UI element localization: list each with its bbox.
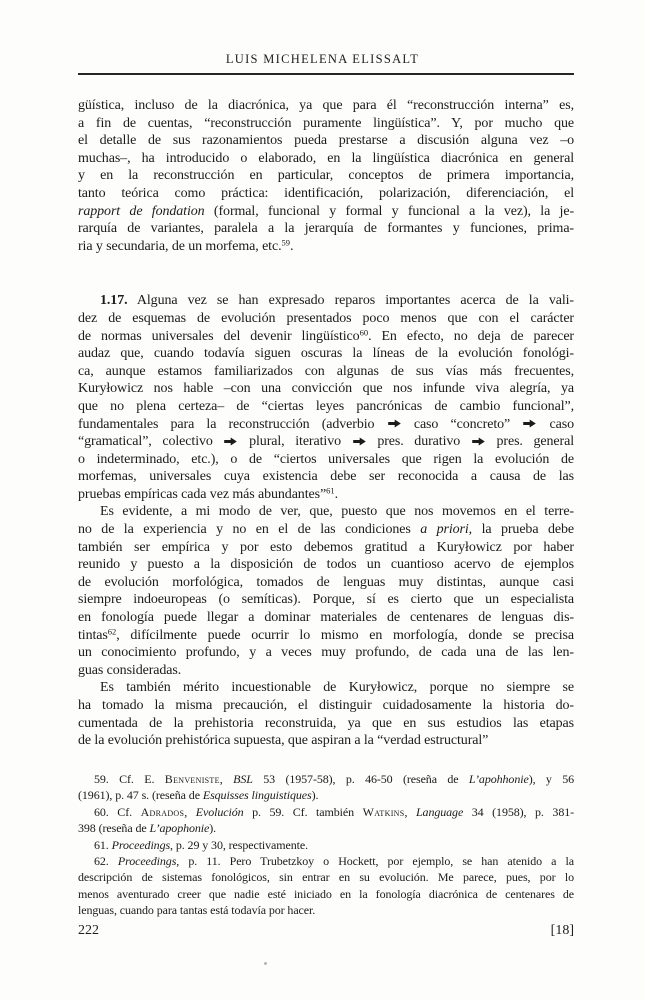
text-line <box>78 787 574 803</box>
text-line <box>78 837 574 853</box>
text-segment: 398 (reseña de <box>78 821 150 836</box>
text-line <box>78 185 574 203</box>
text-segment-i: Esquisses linguistiques <box>202 788 312 803</box>
text-segment: el detalle de sus razonamientos pueda prestarse a discusión alguna vez –o <box>78 133 574 149</box>
text-segment-i: Proceedings <box>117 853 177 868</box>
text-segment-sup: 62 <box>107 626 117 637</box>
text-segment-i: a priori <box>420 522 469 538</box>
text-line <box>78 363 574 381</box>
text-segment: , difícilmente puede ocurrir lo mismo en morfología, donde se precisa <box>116 627 574 643</box>
footnotes <box>78 771 574 919</box>
text-line <box>78 503 574 521</box>
body-paragraph <box>78 292 574 503</box>
text-segment: plural, iterativo <box>238 434 352 450</box>
text-segment: 53 (1957-58), p. 46-50 (reseña de <box>252 772 469 786</box>
text-segment-i: Evolución <box>195 804 244 819</box>
text-line <box>78 771 574 787</box>
text-line <box>78 902 574 918</box>
text-segment: y en la reconstrucción en particular, conceptos de primera importancia, <box>78 168 574 184</box>
text-line <box>78 574 574 592</box>
text-segment-sup: 61 <box>326 485 335 496</box>
text-segment: audaz que, cuando todavía siguen oscuras la líneas de la evolución fonológi- <box>78 346 574 362</box>
text-line <box>78 451 574 469</box>
text-segment: . <box>334 486 338 502</box>
text-segment: ca, aunque estamos familiarizados con algunas de sus vías más frecuentes, <box>78 363 574 379</box>
text-line <box>78 627 574 645</box>
text-segment: a fin de cuentas, “reconstrucción puramente lingüística”. Y, por mucho que <box>78 115 574 131</box>
body-paragraph <box>78 97 574 255</box>
text-line <box>78 591 574 609</box>
text-line <box>78 556 574 574</box>
text-line <box>78 539 574 557</box>
text-segment: ha tomado la misma precaución, el distinguir cuidadosamente la historia do- <box>78 698 574 713</box>
text-segment: lenguas, cuando para tantas está todavía por hacer. <box>78 903 316 918</box>
text-segment: Alguna vez se han expresado reparos importantes acerca de la vali- <box>127 293 574 309</box>
text-segment: dez de esquemas de evolución presentados poco menos que con el carácter <box>78 310 574 326</box>
text-segment: de la evolución prehistórica supuesta, que aspiran a la “verdad estructural” <box>78 733 489 749</box>
text-segment: menos aventurado creer que nadie esté iniciado en la fonología diacrónica de centenares de <box>78 886 574 901</box>
text-segment: un conocimiento profundo, y a veces muy profundo, de cada una de las len- <box>78 645 574 661</box>
text-line <box>78 486 574 504</box>
text-segment-i: BSL <box>233 772 253 786</box>
text-segment: cumentada de la prehistoria reconstruida, ya que en sus estudios las etapas <box>78 715 574 731</box>
text-line <box>78 869 574 885</box>
text-segment: tanto teórica como práctica: identificación, polarización, diferenciación, el <box>78 185 574 201</box>
text-segment: p. 59. Cf. también <box>243 804 363 819</box>
text-line <box>78 345 574 363</box>
text-segment: siempre indoeuropeas (o semíticas). Porque, sí es cierto que un especialista <box>78 592 574 608</box>
footnote <box>78 771 574 804</box>
text-segment: guas consideradas. <box>78 662 182 678</box>
text-line <box>78 697 574 715</box>
footnote <box>78 804 574 837</box>
text-line <box>78 132 574 150</box>
text-line <box>78 609 574 627</box>
text-line <box>78 886 574 902</box>
text-line <box>78 416 574 434</box>
text-segment: 60. Cf. <box>94 804 141 819</box>
footnote <box>78 837 574 853</box>
text-segment: que no plena certeza– de “ciertas leyes pancrónicas de cambio funcional”, <box>78 398 574 414</box>
text-segment: Es evidente, a mi modo de ver, que, puesto que nos movemos en el terre- <box>100 504 574 520</box>
text-segment: ). <box>311 788 319 803</box>
right-arrow-icon <box>224 433 237 451</box>
right-arrow-icon <box>353 433 366 451</box>
body-paragraph <box>78 679 574 749</box>
text-segment: no de la experiencia y no en el de las condiciones <box>78 522 421 538</box>
text-line <box>78 853 574 869</box>
text-segment: pruebas empíricas cada vez más abundantes” <box>78 486 327 502</box>
text-line <box>78 238 574 256</box>
text-segment-i: L’apophonie <box>149 821 210 836</box>
text-line <box>78 679 574 697</box>
text-segment: morfemas, universales cuya existencia debe ser reconocida a causa de las <box>78 469 574 485</box>
text-segment-i: L’apohhonie <box>468 772 529 786</box>
text-line <box>78 150 574 168</box>
text-segment: Es también mérito incuestionable de Kuryłowicz, porque no siempre se <box>100 680 574 696</box>
text-segment: 59. Cf. E. <box>94 772 165 786</box>
text-segment: pres. general <box>485 434 574 450</box>
text-line <box>78 167 574 185</box>
text-segment-sc: Adrados <box>140 804 185 819</box>
text-line <box>78 115 574 133</box>
text-segment: ria y secundaria, de un morfema, etc. <box>78 238 282 254</box>
text-segment: , <box>219 772 234 786</box>
text-segment: “gramatical”, colectivo <box>78 434 224 450</box>
text-segment: , p. 11. Pero Trubetzkoy o Hockett, por ejemplo, se han atenido a la <box>176 853 574 868</box>
right-arrow-icon <box>472 433 485 451</box>
text-segment: fundamentales para la reconstrucción (adverbio <box>78 416 387 432</box>
body-paragraph <box>78 503 574 679</box>
right-arrow-icon <box>523 416 536 434</box>
text-line <box>78 468 574 486</box>
text-segment: . <box>289 238 294 254</box>
text-segment-b: 1.17. <box>100 293 128 309</box>
text-segment: ). <box>209 821 217 836</box>
text-segment: también ser empírica y por esto debemos gratitud a Kuryłowicz por haber <box>78 539 574 555</box>
folio-bracket-number: [18] <box>550 923 574 938</box>
text-segment: muchas–, ha introducido o elaborado, en la lingüística diacrónica en general <box>78 150 574 166</box>
text-segment: güística, incluso de la diacrónica, ya que para él “reconstrucción interna” es, <box>78 98 574 113</box>
text-segment: , p. 29 y 30, respectivamente. <box>170 837 309 852</box>
text-line <box>78 203 574 221</box>
scan-artifact-dot <box>264 962 267 965</box>
text-segment: reunido y puesto a la disposición de todos un cuantioso acervo de ejemplos <box>78 557 574 573</box>
text-segment: Kuryłowicz nos hable –con una convicción que nos infunde viva alegría, ya <box>78 381 574 397</box>
text-line <box>78 715 574 733</box>
text-segment: . En efecto, no deja de parecer <box>368 328 574 344</box>
text-line <box>78 380 574 398</box>
text-segment: de normas universales del devenir lingüístico <box>78 328 360 344</box>
text-line <box>78 662 574 680</box>
text-line <box>78 398 574 416</box>
text-line <box>78 433 574 451</box>
text-segment-sc: Benveniste <box>164 772 220 786</box>
text-segment: , <box>184 804 196 819</box>
text-line <box>78 220 574 238</box>
text-segment-i: Proceedings <box>111 837 171 852</box>
text-segment-sup: 59 <box>281 237 290 248</box>
text-line <box>78 644 574 662</box>
text-segment: en fonología puede llegar a dominar materiales de centenares de lenguas dis- <box>78 610 574 626</box>
text-line <box>78 732 574 750</box>
text-line <box>78 292 574 310</box>
text-segment: 34 (1958), p. 381- <box>463 804 574 819</box>
text-segment-sc: Watkins <box>362 804 405 819</box>
text-segment: (1961), p. 47 s. (reseña de <box>78 788 203 803</box>
text-segment: tintas <box>78 627 108 643</box>
right-arrow-icon <box>388 416 401 434</box>
footnote <box>78 853 574 919</box>
text-segment-sup: 60 <box>359 327 369 338</box>
text-segment: de evolución morfológica, tomados de lenguas muy distintas, aunque casi <box>78 574 574 590</box>
text-segment: , la prueba debe <box>468 522 574 538</box>
text-segment: ), y 56 <box>528 772 574 786</box>
running-header: LUIS MICHELENA ELISSALT <box>225 52 420 66</box>
text-segment-i: Language <box>415 804 464 819</box>
text-segment: o indeterminado, etc.), o de “ciertos universales que rigen la evolución de <box>78 451 574 467</box>
text-segment: rarquía de variantes, paralela a la jerarquía de formantes y funciones, prima- <box>78 221 574 237</box>
text-line <box>78 328 574 346</box>
page-number: 222 <box>78 923 99 938</box>
text-line <box>78 97 574 115</box>
text-segment: 61. <box>94 837 112 852</box>
text-segment-i: rapport de fondation <box>78 203 205 219</box>
body-text <box>78 97 574 750</box>
text-segment: caso “concreto” <box>401 416 523 432</box>
header-rule <box>78 73 574 75</box>
text-segment: 62. <box>94 853 118 868</box>
text-segment: caso <box>537 416 574 432</box>
text-line <box>78 804 574 820</box>
text-segment: descripción de sistemas fonológicos, sin entrar en su evolución. Me parece, pues, por lo <box>78 870 574 885</box>
text-line <box>78 820 574 836</box>
text-segment: pres. durativo <box>366 434 471 450</box>
text-segment: , <box>404 804 416 819</box>
text-line <box>78 521 574 539</box>
text-segment: (formal, funcional y formal y funcional a la vez), la je- <box>204 203 574 219</box>
text-line <box>78 310 574 328</box>
